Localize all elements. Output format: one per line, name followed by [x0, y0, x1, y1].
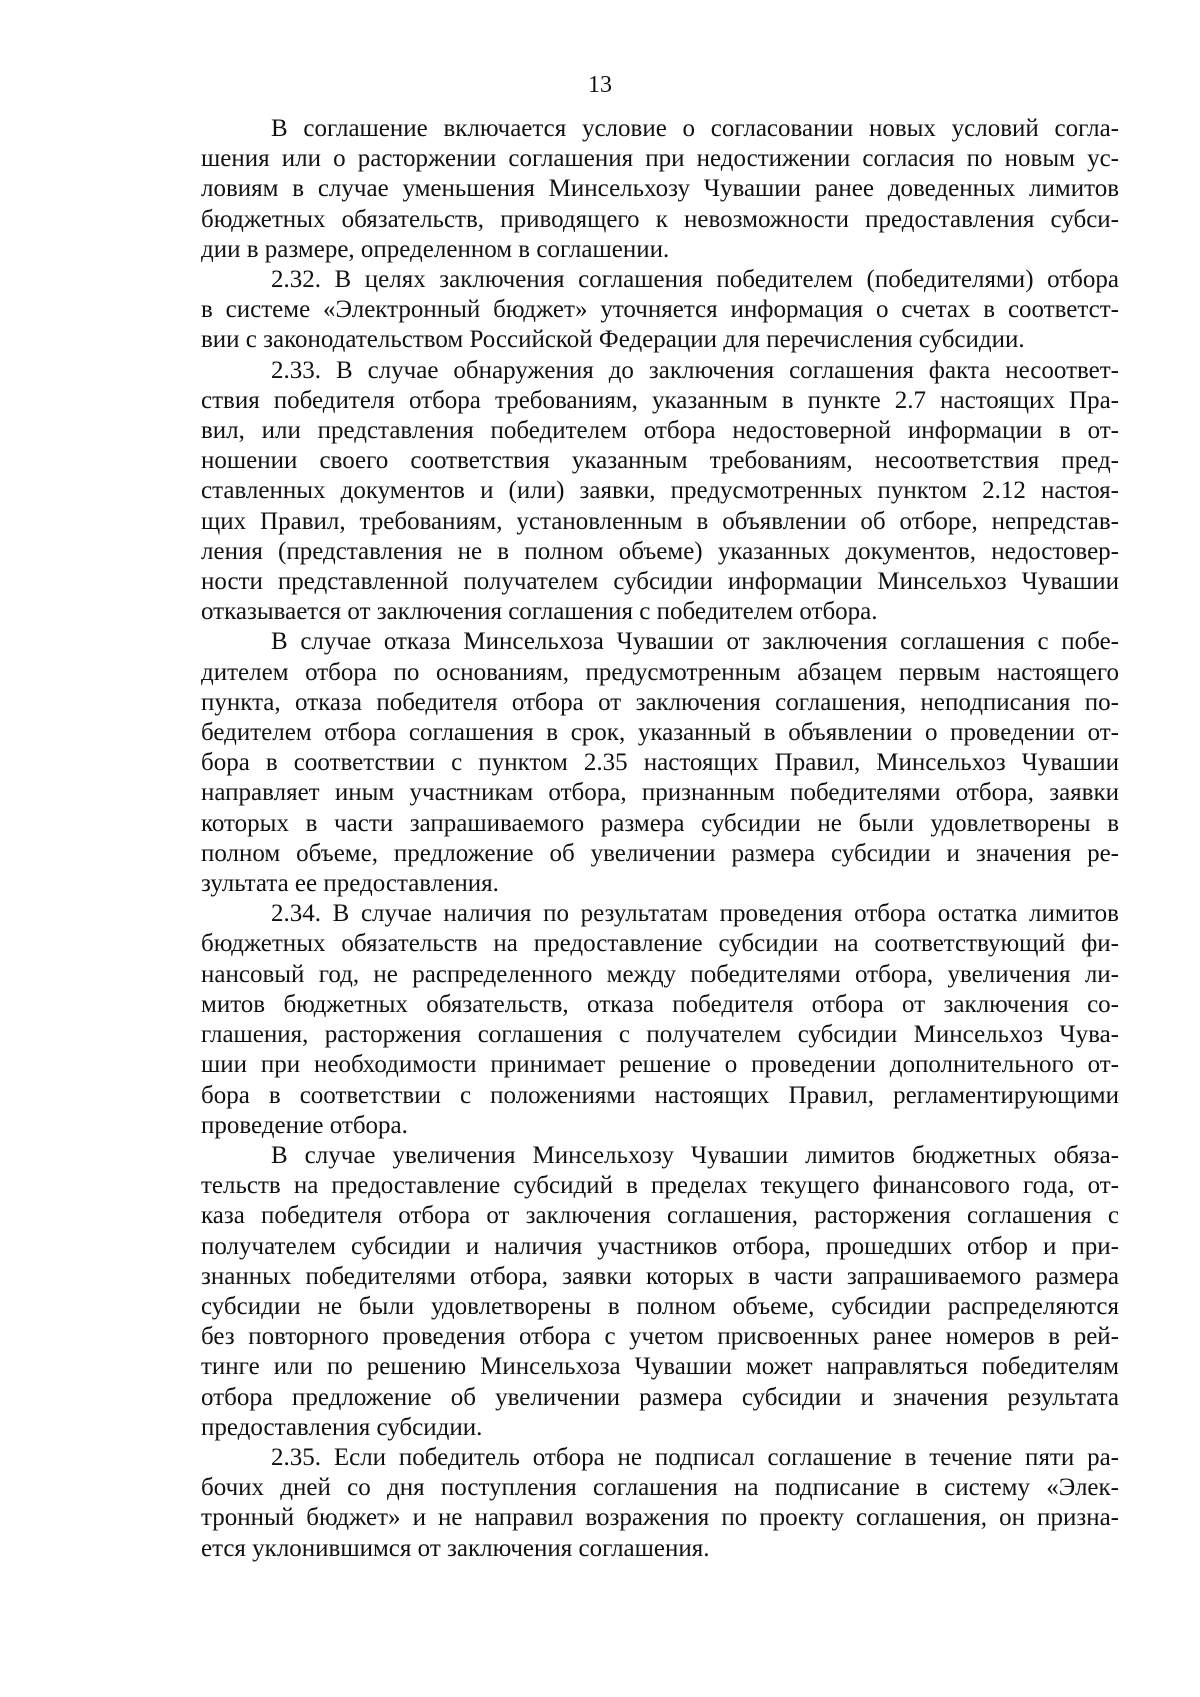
text-line: ления (представления не в полном объеме) указанных документов, недостовер-	[201, 537, 1119, 565]
paragraph	[201, 899, 1119, 1141]
text-line: бора в соответствии с положениями настоящих Правил, регламентирующими	[201, 1081, 1119, 1109]
text-line: бочих дней со дня поступления соглашения на подписание в систему «Элек-	[201, 1474, 1119, 1502]
paragraph	[201, 1443, 1119, 1564]
text-line: В соглашение включается условие о согласовании новых условий согла-	[271, 115, 1119, 142]
text-line: митов бюджетных обязательств, отказа победителя отбора от заключения со-	[201, 990, 1119, 1018]
text-line: 2.32. В целях заключения соглашения победителем (победителями) отбора	[271, 266, 1119, 294]
text-line: без повторного проведения отбора с учетом присвоенных ранее номеров в рей-	[201, 1323, 1119, 1351]
text-line: ношении своего соответствия указанным требованиям, несоответствия пред-	[201, 447, 1119, 475]
text-line: направляет иным участникам отбора, признанным победителями отбора, заявки	[201, 779, 1119, 807]
text-line: 2.35. Если победитель отбора не подписал соглашение в течение пяти ра-	[271, 1443, 1119, 1471]
paragraph	[201, 265, 1119, 356]
text-line: пункта, отказа победителя отбора от заключения соглашения, неподписания по-	[201, 688, 1119, 716]
text-line: тронный бюджет» и не направил возражения по проекту соглашения, он призна-	[201, 1504, 1119, 1532]
paragraph	[201, 356, 1119, 628]
text-line: предоставления субсидии.	[201, 1413, 483, 1441]
text-line: вии с законодательством Российской Федерации для перечисления субсидии.	[201, 326, 1025, 354]
text-line: дии в размере, определенном в соглашении.	[201, 235, 670, 263]
text-line: ствия победителя отбора требованиям, указанным в пункте 2.7 настоящих Пра-	[201, 386, 1119, 414]
text-line: субсидии не были удовлетворены в полном объеме, субсидии распределяются	[201, 1292, 1119, 1320]
text-line: В случае отказа Минсельхоза Чувашии от заключения соглашения с побе-	[271, 628, 1119, 656]
document-body	[201, 114, 1119, 1564]
text-line: отбора предложение об увеличении размера субсидии и значения результата	[201, 1383, 1119, 1411]
text-line: отказывается от заключения соглашения с победителем отбора.	[201, 598, 878, 626]
text-line: ловиям в случае уменьшения Минсельхозу Чувашии ранее доведенных лимитов	[201, 175, 1119, 203]
text-line: вил, или представления победителем отбора недостоверной информации в от-	[201, 417, 1119, 445]
text-line: в системе «Электронный бюджет» уточняется информация о счетах в соответст-	[201, 296, 1119, 324]
text-line: 2.33. В случае обнаружения до заключения соглашения факта несоответ-	[271, 356, 1119, 384]
text-line: шения или о расторжении соглашения при недостижении согласия по новым ус-	[201, 145, 1119, 173]
text-line: знанных победителями отбора, заявки которых в части запрашиваемого размера	[201, 1262, 1119, 1290]
text-line: тинге или по решению Минсельхоза Чувашии может направляться победителям	[201, 1353, 1119, 1381]
text-line: бюджетных обязательств на предоставление субсидии на соответствующий фи-	[201, 930, 1119, 958]
text-line: бора в соответствии с пунктом 2.35 настоящих Правил, Минсельхоз Чувашии	[201, 749, 1119, 777]
text-line: глашения, расторжения соглашения с получателем субсидии Минсельхоз Чува-	[201, 1021, 1119, 1049]
page-number: 13	[588, 72, 612, 98]
text-line: полном объеме, предложение об увеличении размера субсидии и значения ре-	[201, 839, 1119, 867]
text-line: получателем субсидии и наличия участников отбора, прошедших отбор и при-	[201, 1232, 1119, 1260]
text-line: бедителем отбора соглашения в срок, указанный в объявлении о проведении от-	[201, 719, 1119, 747]
text-line: которых в части запрашиваемого размера субсидии не были удовлетворены в	[201, 809, 1119, 837]
text-line: зультата ее предоставления.	[201, 870, 499, 898]
text-line: 2.34. В случае наличия по результатам проведения отбора остатка лимитов	[271, 900, 1119, 928]
text-line: каза победителя отбора от заключения соглашения, расторжения соглашения с	[201, 1202, 1119, 1230]
text-line: нансовый год, не распределенного между победителями отбора, увеличения ли-	[201, 960, 1119, 988]
text-line: дителем отбора по основаниям, предусмотренным абзацем первым настоящего	[201, 658, 1119, 686]
text-line: проведение отбора.	[201, 1111, 408, 1139]
text-line: ставленных документов и (или) заявки, предусмотренных пунктом 2.12 настоя-	[201, 477, 1119, 505]
text-line: ется уклонившимся от заключения соглашения.	[201, 1534, 710, 1562]
text-line: щих Правил, требованиям, установленным в объявлении об отборе, непредстав-	[201, 507, 1119, 535]
text-line: ности представленной получателем субсидии информации Минсельхоз Чувашии	[201, 568, 1119, 596]
text-line: шии при необходимости принимает решение о проведении дополнительного от-	[201, 1051, 1119, 1079]
paragraph	[201, 114, 1119, 265]
text-line: В случае увеличения Минсельхозу Чувашии лимитов бюджетных обяза-	[271, 1141, 1119, 1169]
text-line: бюджетных обязательств, приводящего к невозможности предоставления субси-	[201, 205, 1119, 233]
paragraph	[201, 627, 1119, 899]
paragraph	[201, 1141, 1119, 1443]
text-line: тельств на предоставление субсидий в пределах текущего финансового года, от-	[201, 1172, 1119, 1200]
